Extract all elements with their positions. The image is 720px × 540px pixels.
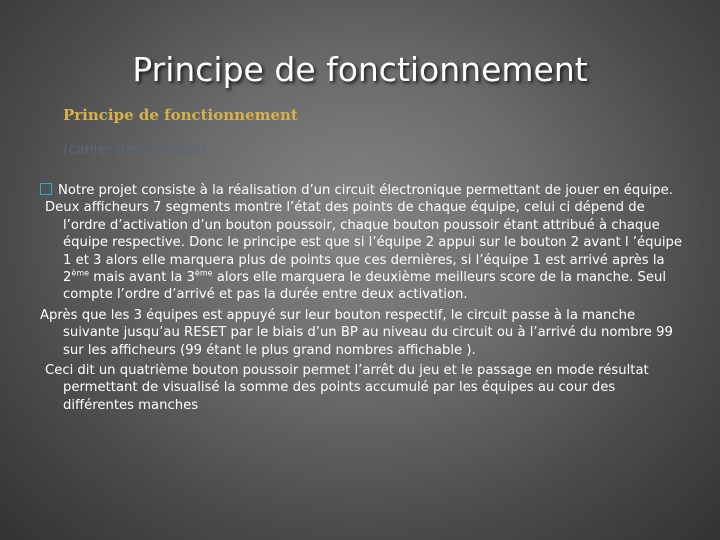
paragraph-2-text-a: Deux afficheurs 7 segments montre l’état des points de chaque équipe, celui ci dépend de l’ordre d’activation d’un bouton poussoir, chaque bouton poussoir étant attribué à chaque équipe respective. Donc le principe est que si l’équipe 2 appui sur le bouton 2 avant l ’équipe 1 et 3 alors elle marquera plus de points que ces dernières, si l’équipe 1 est arrivé après la 2 — [45, 200, 683, 286]
slide-body — [40, 182, 690, 414]
superscript-1: ème — [71, 268, 90, 278]
paragraph-4-text: Ceci dit un quatrième bouton poussoir permet l’arrêt du jeu et le passage en mode résultat permettant de visualisé la somme des points accumulé par les équipes au cour des différentes manches — [45, 363, 649, 413]
paragraph-4 — [40, 362, 690, 414]
paragraph-2-text-c: alors elle marquera le deuxième meilleurs score de la manche. Seul compte l’ordre d’arrivé et pas la durée entre deux activation. — [63, 270, 667, 303]
square-bullet-icon — [40, 183, 52, 195]
paragraph-3 — [40, 307, 690, 359]
slide-subtitle: Principe de fonctionnement — [63, 106, 298, 124]
paragraph-1 — [40, 182, 690, 199]
paragraph-2 — [40, 199, 690, 303]
paragraph-3-text: Après que les 3 équipes est appuyé sur leur bouton respectif, le circuit passe à la manche suivante jusqu’au RESET par le biais d’un BP au niveau du circuit ou à l’arrivé du nombre 99 sur les afficheurs (99 étant le plus grand nombres affichable ). — [40, 307, 673, 358]
slide-title: Principe de fonctionnement — [132, 50, 588, 89]
paragraph-2-text-b: mais avant la 3 — [89, 270, 195, 286]
superscript-2: ème — [194, 268, 213, 278]
slide-subnote: (cahier des charges) — [63, 142, 207, 158]
paragraph-1-text: Notre projet consiste à la réalisation d’un circuit électronique permettant de jouer en équipe. — [58, 183, 673, 198]
